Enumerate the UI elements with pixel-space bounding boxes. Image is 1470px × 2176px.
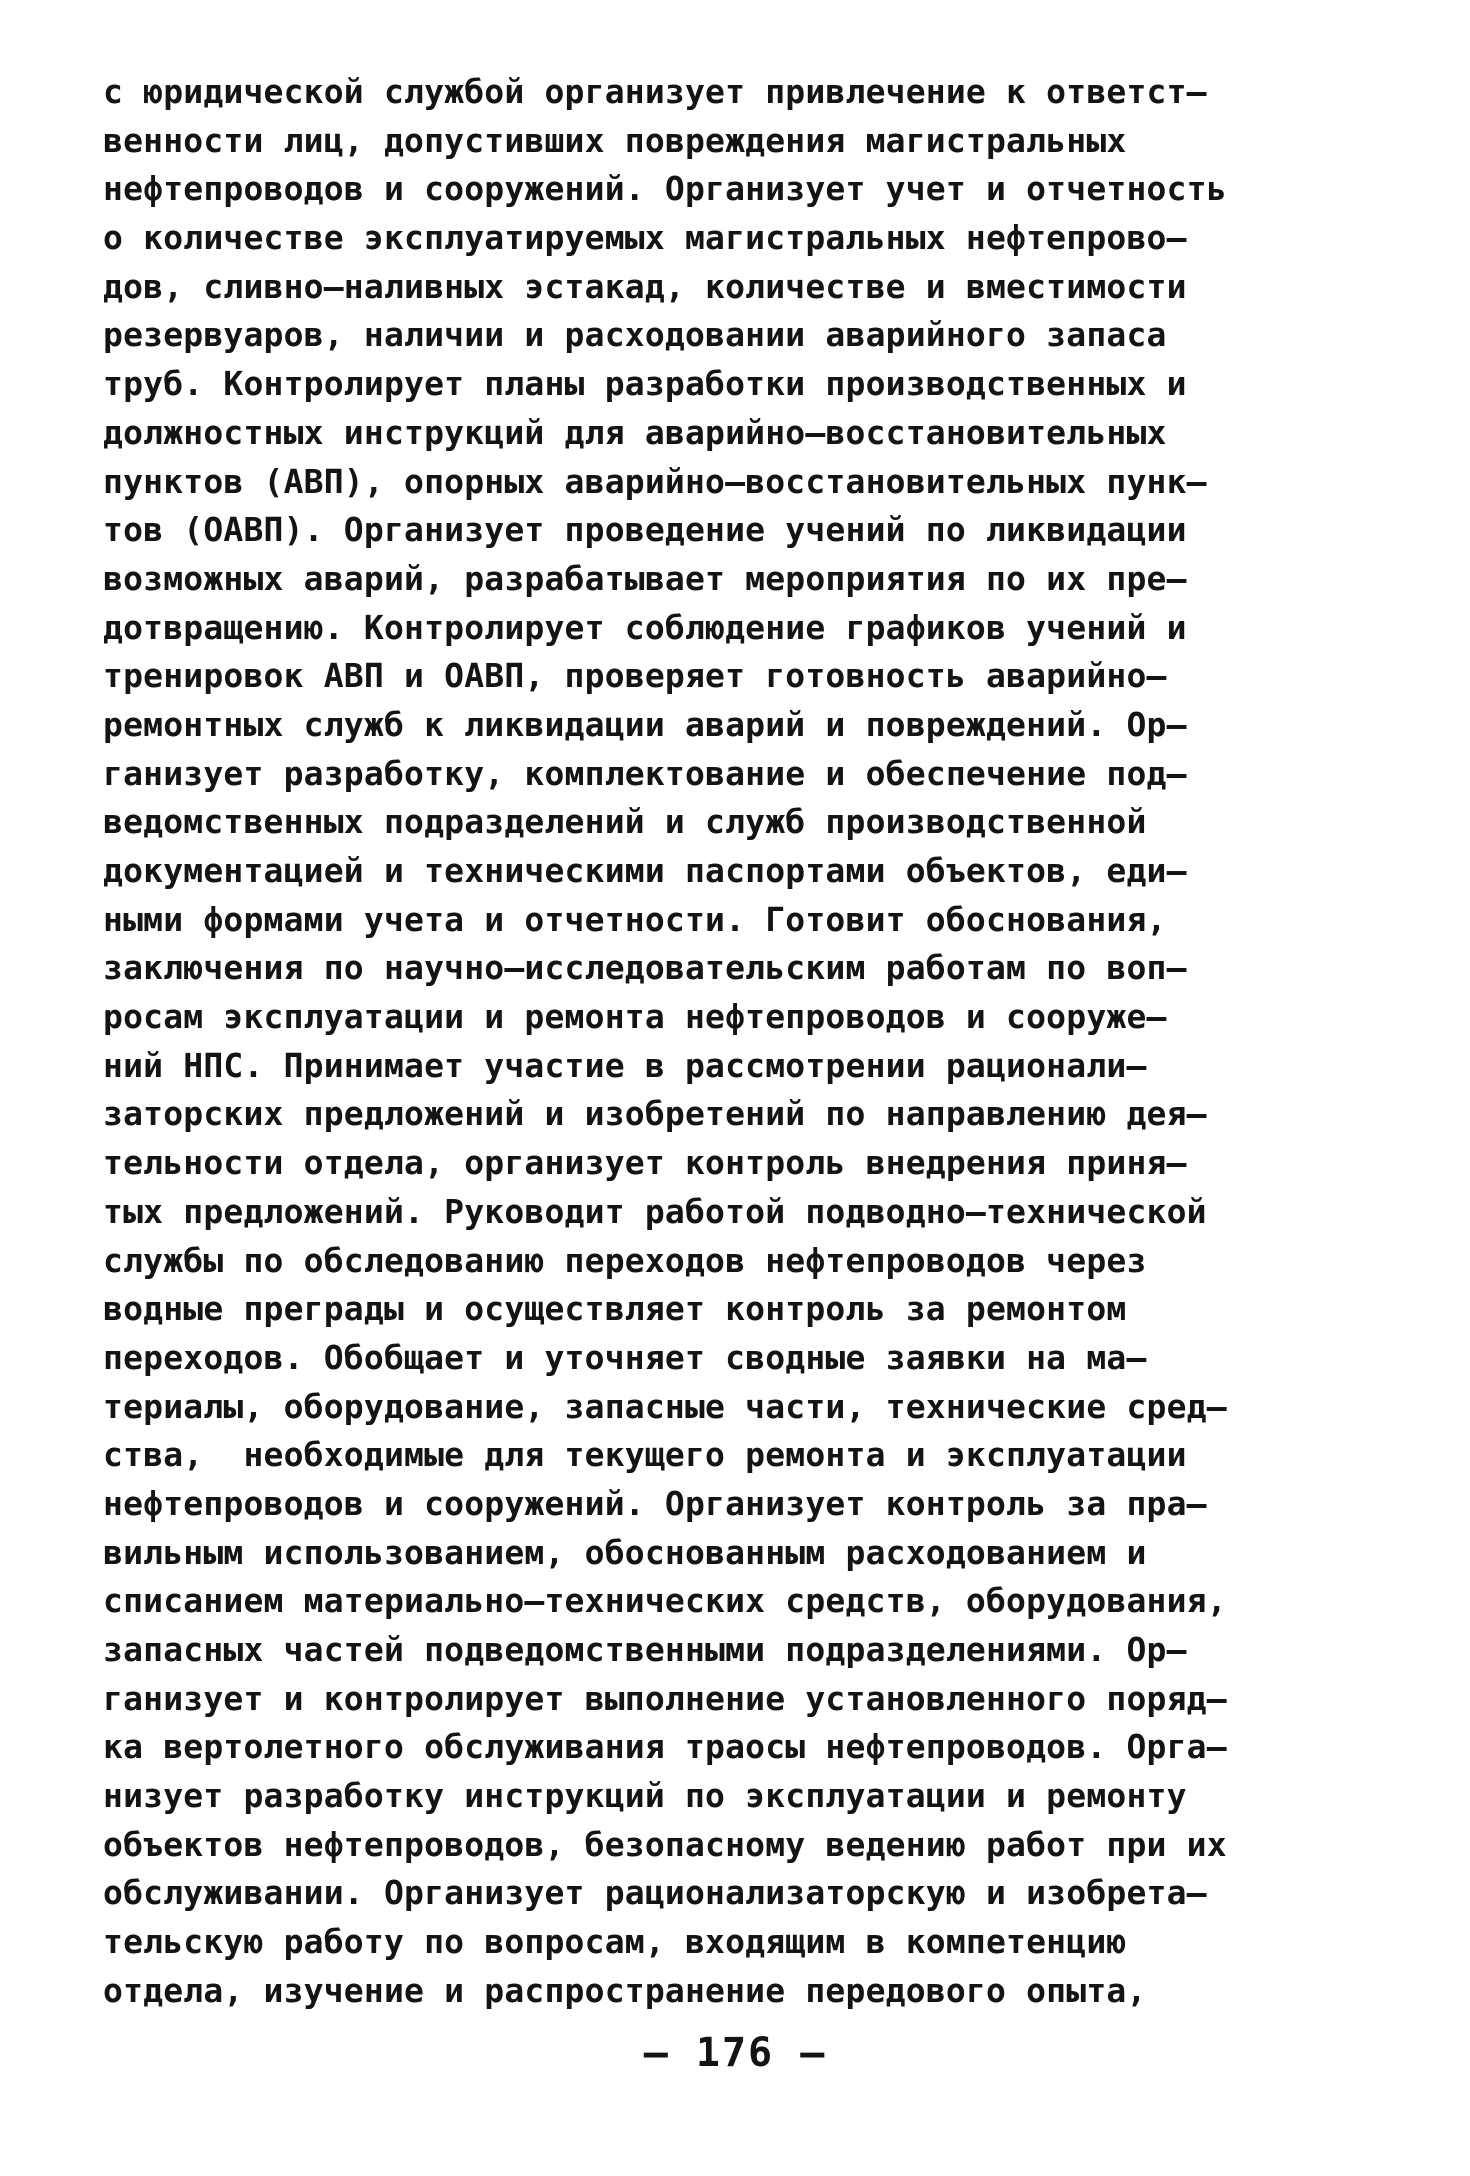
text-line: вильным использованием, обоснованным расходованием и: [103, 1532, 1147, 1572]
text-line: труб. Контролирует планы разработки производственных и: [103, 364, 1187, 404]
text-line: ка вертолетного обслуживания траосы нефтепроводов. Орга–: [103, 1727, 1227, 1767]
text-line: нефтепроводов и сооружений. Организует учет и отчетность: [103, 169, 1227, 209]
text-line: ремонтных служб к ликвидации аварий и повреждений. Ор–: [103, 704, 1187, 744]
text-line: обслуживании. Организует рационализаторскую и изобрета–: [103, 1873, 1207, 1913]
text-line: службы по обследованию переходов нефтепроводов через: [103, 1240, 1147, 1280]
text-line: ний НПС. Принимает участие в рассмотрении рационали–: [103, 1045, 1147, 1085]
text-line: водные преграды и осуществляет контроль за ремонтом: [103, 1289, 1127, 1329]
text-line: ведомственных подразделений и служб производственной: [103, 802, 1147, 842]
text-line: отдела, изучение и распространение передового опыта,: [103, 1970, 1147, 2010]
text-line: тельности отдела, организует контроль внедрения приня–: [103, 1143, 1187, 1183]
text-line: дотвращению. Контролирует соблюдение графиков учений и: [103, 607, 1187, 647]
page-number: – 176 –: [643, 2030, 827, 2076]
text-line: тренировок АВП и ОАВП, проверяет готовность аварийно–: [103, 656, 1167, 696]
body-text: [103, 68, 1383, 2016]
text-line: возможных аварий, разрабатывает мероприятия по их пре–: [103, 558, 1187, 598]
text-line: ства, необходимые для текущего ремонта и эксплуатации: [103, 1435, 1187, 1475]
text-line: нефтепроводов и сооружений. Организует контроль за пра–: [103, 1483, 1207, 1523]
text-line: тых предложений. Руководит работой подводно–технической: [103, 1191, 1207, 1231]
text-line: резервуаров, наличии и расходовании аварийного запаса: [103, 315, 1167, 355]
text-line: списанием материально–технических средств, оборудования,: [103, 1581, 1227, 1621]
text-line: переходов. Обобщает и уточняет сводные заявки на ма–: [103, 1337, 1147, 1377]
text-line: низует разработку инструкций по эксплуатации и ремонту: [103, 1776, 1187, 1816]
text-line: тов (ОАВП). Организует проведение учений по ликвидации: [103, 510, 1187, 550]
text-line: тельскую работу по вопросам, входящим в компетенцию: [103, 1922, 1127, 1962]
text-line: о количестве эксплуатируемых магистральных нефтепрово–: [103, 218, 1187, 258]
text-line: ными формами учета и отчетности. Готовит обоснования,: [103, 899, 1167, 939]
text-line: пунктов (АВП), опорных аварийно–восстановительных пунк–: [103, 461, 1207, 501]
text-line: с юридической службой организует привлечение к ответст–: [103, 72, 1207, 111]
text-line: венности лиц, допустивших повреждения магистральных: [103, 120, 1127, 160]
text-line: ганизует разработку, комплектование и обеспечение под–: [103, 753, 1187, 793]
text-line: ганизует и контролирует выполнение установленного поряд–: [103, 1678, 1227, 1718]
text-line: должностных инструкций для аварийно–восстановительных: [103, 412, 1167, 452]
text-line: териалы, оборудование, запасные части, технические сред–: [103, 1386, 1227, 1426]
text-line: заключения по научно–исследовательским работам по воп–: [103, 948, 1187, 988]
text-line: заторских предложений и изобретений по направлению дея–: [103, 1094, 1207, 1134]
text-line: объектов нефтепроводов, безопасному ведению работ при их: [103, 1824, 1227, 1864]
text-line: росам эксплуатации и ремонта нефтепроводов и сооруже–: [103, 997, 1167, 1037]
text-line: запасных частей подведомственными подразделениями. Ор–: [103, 1630, 1187, 1669]
text-line: дов, сливно–наливных эстакад, количестве и вместимости: [103, 266, 1187, 306]
text-line: документацией и техническими паспортами объектов, еди–: [103, 851, 1187, 890]
